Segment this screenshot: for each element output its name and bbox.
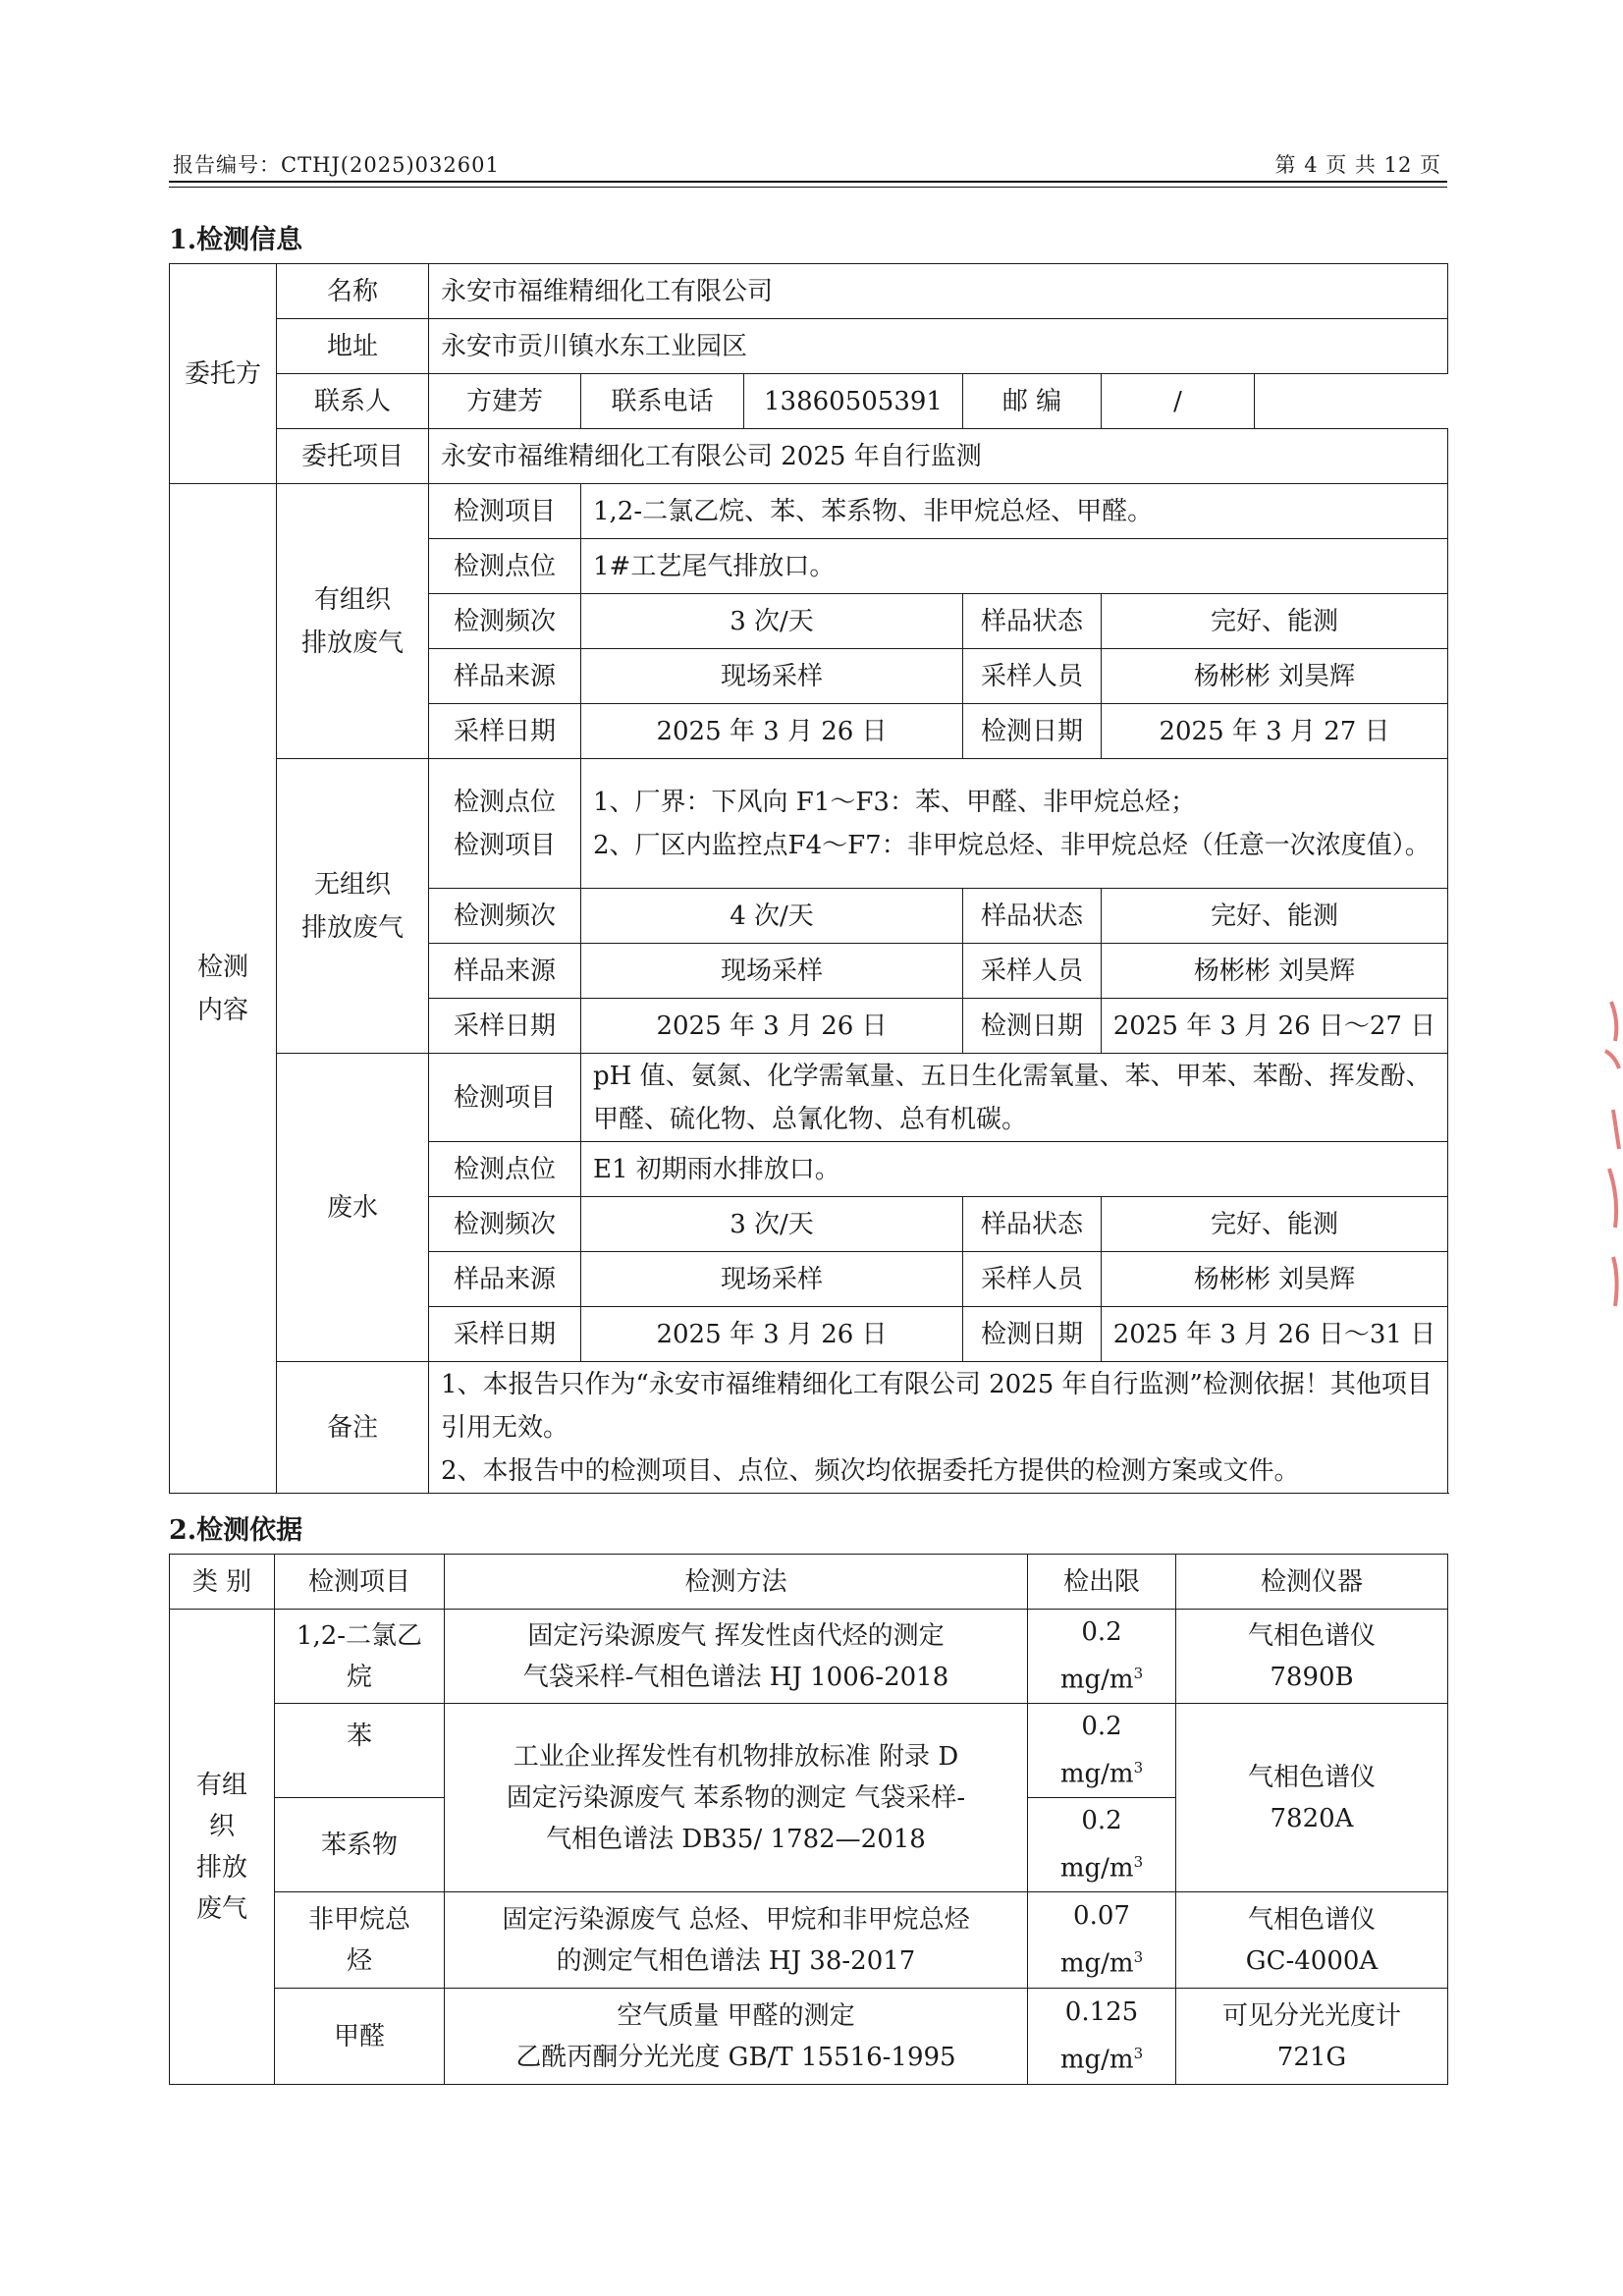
project-value: 永安市福维精细化工有限公司 2025 年自行监测 <box>429 429 1448 484</box>
phone-label: 联系电话 <box>581 374 744 429</box>
basis-table <box>169 1554 1448 2085</box>
client-group-label: 委托方 <box>170 264 277 484</box>
ww-items-value: pH 值、氨氮、化学需氧量、五日生化需氧量、苯、甲苯、苯酚、挥发酚、甲醛、硫化物、总氰化物、总有机碳。 <box>581 1054 1448 1142</box>
unorg-pi-value: 1、厂界：下风向 F1～F3：苯、甲醛、非甲烷总烃； 2、厂区内监控点F4～F7：非甲烷总烃、非甲烷总烃（任意一次浓度值）。 <box>581 759 1448 889</box>
row-limit: 0.07 $mg/m^3$ <box>1028 1892 1176 1989</box>
unorganized-label: 无组织 排放废气 <box>277 759 429 1054</box>
unorg-sampler-label: 采样人员 <box>963 944 1102 999</box>
org-items-label: 检测项目 <box>429 484 581 539</box>
header-item: 检测项目 <box>275 1555 445 1610</box>
unorg-freq-label: 检测频次 <box>429 889 581 944</box>
name-label: 名称 <box>277 264 429 319</box>
org-freq-label: 检测频次 <box>429 594 581 649</box>
org-sampler-value: 杨彬彬 刘昊辉 <box>1102 649 1448 704</box>
org-freq-value: 3 次/天 <box>581 594 963 649</box>
row-method: 固定污染源废气 挥发性卤代烃的测定 气袋采样-气相色谱法 HJ 1006-2018 <box>445 1610 1028 1704</box>
report-number: 报告编号：CTHJ(2025)032601 <box>173 153 500 177</box>
ww-freq-value: 3 次/天 <box>581 1197 963 1252</box>
inspection-info-table <box>169 263 1448 1494</box>
org-state-label: 样品状态 <box>963 594 1102 649</box>
row-method: 工业企业挥发性有机物排放标准 附录 D 固定污染源废气 苯系物的测定 气袋采样- 气相色谱法 DB35/ 1782—2018 <box>445 1704 1028 1892</box>
ww-source-label: 样品来源 <box>429 1252 581 1307</box>
row-limit: 0.125 $mg/m^3$ <box>1028 1989 1176 2085</box>
ww-source-value: 现场采样 <box>581 1252 963 1307</box>
header-method: 检测方法 <box>445 1555 1028 1610</box>
org-state-value: 完好、能测 <box>1102 594 1448 649</box>
row-item: 苯系物 <box>275 1798 445 1892</box>
ww-freq-label: 检测频次 <box>429 1197 581 1252</box>
ww-sdate-value: 2025 年 3 月 26 日 <box>581 1307 963 1362</box>
contact-label: 联系人 <box>277 374 429 429</box>
postcode-label: 邮 编 <box>963 374 1102 429</box>
unorg-tdate-label: 检测日期 <box>963 999 1102 1054</box>
unorg-source-label: 样品来源 <box>429 944 581 999</box>
row-limit: 0.2 $mg/m^3$ <box>1028 1798 1176 1892</box>
unorg-tdate-value: 2025 年 3 月 26 日～27 日 <box>1102 999 1448 1054</box>
org-source-value: 现场采样 <box>581 649 963 704</box>
row-item: 1,2-二氯乙 烷 <box>275 1610 445 1704</box>
row-instrument: 气相色谱仪 7890B <box>1176 1610 1448 1704</box>
row-limit: 0.2 $mg/m^3$ <box>1028 1704 1176 1798</box>
remark-line-2: 2、本报告中的检测项目、点位、频次均依据委托方提供的检测方案或文件。 <box>441 1455 1300 1486</box>
seal-stamp-fragment <box>1584 992 1623 1326</box>
org-tdate-label: 检测日期 <box>963 704 1102 759</box>
content-group-label: 检测 内容 <box>170 484 277 1494</box>
unorg-sdate-label: 采样日期 <box>429 999 581 1054</box>
organized-label: 有组织 排放废气 <box>277 484 429 759</box>
wastewater-label: 废水 <box>277 1054 429 1362</box>
unorg-sampler-value: 杨彬彬 刘昊辉 <box>1102 944 1448 999</box>
ww-points-value: E1 初期雨水排放口。 <box>581 1142 1448 1197</box>
page-number: 第 4 页 共 12 页 <box>1274 153 1441 177</box>
unorg-sdate-value: 2025 年 3 月 26 日 <box>581 999 963 1054</box>
ww-points-label: 检测点位 <box>429 1142 581 1197</box>
unorg-state-label: 样品状态 <box>963 889 1102 944</box>
ww-tdate-label: 检测日期 <box>963 1307 1102 1362</box>
header-category: 类 别 <box>170 1555 275 1610</box>
ww-items-label: 检测项目 <box>429 1054 581 1142</box>
name-value: 永安市福维精细化工有限公司 <box>429 264 1448 319</box>
row-instrument: 气相色谱仪 GC-4000A <box>1176 1892 1448 1989</box>
ww-tdate-value: 2025 年 3 月 26 日～31 日 <box>1102 1307 1448 1362</box>
address-label: 地址 <box>277 319 429 374</box>
ww-sdate-label: 采样日期 <box>429 1307 581 1362</box>
page-header <box>169 149 1447 183</box>
org-points-value: 1#工艺尾气排放口。 <box>581 539 1448 594</box>
row-limit: 0.2 $mg/m^3$ <box>1028 1610 1176 1704</box>
remark-line-1: 1、本报告只作为“永安市福维精细化工有限公司 2025 年自行监测”检测依据！其他项目引用无效。 <box>441 1369 1433 1443</box>
category-cell: 有组 织 排放 废气 <box>170 1610 275 2085</box>
unorg-source-value: 现场采样 <box>581 944 963 999</box>
ww-state-label: 样品状态 <box>963 1197 1102 1252</box>
row-instrument: 气相色谱仪 7820A <box>1176 1704 1448 1892</box>
org-points-label: 检测点位 <box>429 539 581 594</box>
org-sdate-value: 2025 年 3 月 26 日 <box>581 704 963 759</box>
address-value: 永安市贡川镇水东工业园区 <box>429 319 1448 374</box>
row-item: 非甲烷总 烃 <box>275 1892 445 1989</box>
postcode-value: / <box>1102 374 1255 429</box>
org-tdate-value: 2025 年 3 月 27 日 <box>1102 704 1448 759</box>
row-item: 苯 <box>275 1704 445 1798</box>
contact-value: 方建芳 <box>429 374 581 429</box>
header-rule <box>169 181 1447 183</box>
ww-sampler-value: 杨彬彬 刘昊辉 <box>1102 1252 1448 1307</box>
row-item: 甲醛 <box>275 1989 445 2085</box>
section-title-info: 1.检测信息 <box>169 225 303 255</box>
header-instrument: 检测仪器 <box>1176 1555 1448 1610</box>
header-rule-thin <box>169 187 1447 188</box>
header-limit: 检出限 <box>1028 1555 1176 1610</box>
unorg-freq-value: 4 次/天 <box>581 889 963 944</box>
project-label: 委托项目 <box>277 429 429 484</box>
unorg-state-value: 完好、能测 <box>1102 889 1448 944</box>
remarks-label: 备注 <box>277 1362 429 1494</box>
org-items-value: 1,2-二氯乙烷、苯、苯系物、非甲烷总烃、甲醛。 <box>581 484 1448 539</box>
section-title-basis: 2.检测依据 <box>169 1515 303 1546</box>
row-method: 空气质量 甲醛的测定 乙酰丙酮分光光度 GB/T 15516-1995 <box>445 1989 1028 2085</box>
row-method: 固定污染源废气 总烃、甲烷和非甲烷总烃 的测定气相色谱法 HJ 38-2017 <box>445 1892 1028 1989</box>
org-sampler-label: 采样人员 <box>963 649 1102 704</box>
org-sdate-label: 采样日期 <box>429 704 581 759</box>
phone-value: 13860505391 <box>744 374 963 429</box>
unorg-pi-label: 检测点位 检测项目 <box>429 759 581 889</box>
org-source-label: 样品来源 <box>429 649 581 704</box>
row-instrument: 可见分光光度计 721G <box>1176 1989 1448 2085</box>
remarks-body <box>429 1362 1448 1494</box>
ww-sampler-label: 采样人员 <box>963 1252 1102 1307</box>
ww-state-value: 完好、能测 <box>1102 1197 1448 1252</box>
